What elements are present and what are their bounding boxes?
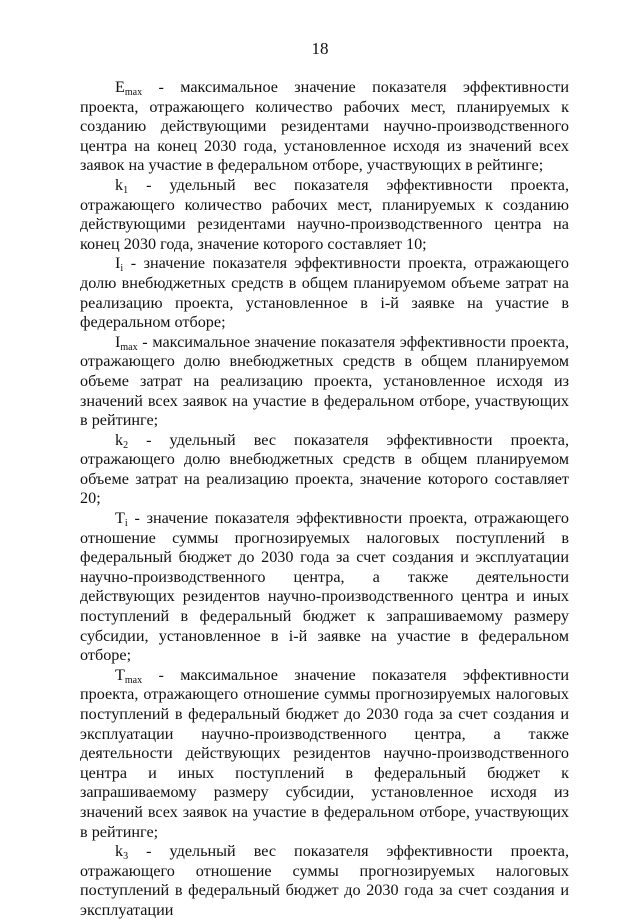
definition-text: - удельный вес показателя эффективности проекта, отражающего долю внебюджетных средств в общем планируемом объеме затрат на реализацию проекта, значение которого составляет 20; — [80, 430, 569, 508]
document-body — [80, 78, 569, 921]
definition-text: - максимальное значение показателя эффективности проекта, отражающего количество рабочих мест, планируемых к созданию действующими резидентами научно-производственного центра на конец 2030 года, установленное исходя из значений всех заявок на участие в федеральном отборе, участвующих в рейтинге; — [80, 78, 569, 175]
definition-i-max — [80, 333, 569, 431]
symbol-subscript: 1 — [123, 184, 129, 196]
definition-text: - значение показателя эффективности проекта, отражающего отношение суммы прогнозируемых налоговых поступлений в федеральный бюджет до 2030 года за счет создания и эксплуатации научно-производственного центра, а также деятельности действующих резидентов научно-производственного центра и иных поступлений в федеральный бюджет к запрашиваемому размеру субсидии, установленное в i-й заявке на участие в федеральном отборе; — [80, 509, 569, 665]
symbol: k — [115, 430, 124, 449]
definition-text: - удельный вес показателя эффективности проекта, отражающего количество рабочих мест, планируемых к созданию действующими резидентами научно-производственного центра на конец 2030 года, значение которого составляет 10; — [80, 175, 569, 253]
symbol-subscript: i — [124, 518, 128, 530]
symbol: T — [115, 665, 125, 684]
definition-t-max — [80, 666, 569, 842]
page-number: 18 — [311, 39, 329, 58]
definition-e-max — [80, 78, 569, 176]
symbol-subscript: max — [124, 674, 143, 686]
symbol-subscript: 3 — [123, 851, 129, 863]
definition-text: - удельный вес показателя эффективности проекта, отражающего отношение суммы прогнозируемых налоговых поступлений в федеральный бюджет до 2030 года за счет создания и эксплуатации — [80, 842, 569, 919]
symbol: E — [115, 78, 125, 96]
symbol: k — [115, 842, 124, 861]
definition-text: - максимальное значение показателя эффективности проекта, отражающего отношение суммы прогнозируемых налоговых поступлений в федеральный бюджет до 2030 года за счет создания и эксплуатации научно-производственного центра, а также деятельности действующих резидентов научно-производственного центра и иных поступлений в федеральный бюджет к запрашиваемому размеру субсидии, установленное исходя из значений всех заявок на участие в федеральном отборе, участвующих в рейтинге; — [80, 665, 569, 841]
definition-k2 — [80, 431, 569, 509]
symbol-subscript: 2 — [123, 439, 129, 451]
symbol-subscript: max — [124, 87, 143, 98]
symbol-subscript: i — [120, 263, 124, 275]
symbol: I — [115, 254, 121, 273]
definition-text: - максимальное значение показателя эффективности проекта, отражающего долю внебюджетных средств в общем планируемом объеме затрат на реализацию проекта, установленное исходя из значений всех заявок на участие в федеральном отборе, участвующих в рейтинге; — [80, 332, 569, 430]
symbol: T — [115, 509, 125, 528]
definition-i-i — [80, 254, 569, 332]
definition-k1 — [80, 176, 569, 254]
symbol-subscript: max — [120, 341, 138, 353]
definition-text: - значение показателя эффективности проекта, отражающего долю внебюджетных средств в общем планируемом объеме затрат на реализацию проекта, установленное в i-й заявке на участие в федеральном отборе; — [80, 254, 569, 332]
definition-t-i — [80, 509, 569, 666]
symbol: I — [115, 332, 121, 351]
symbol: k — [115, 175, 124, 194]
definition-k3 — [80, 842, 569, 920]
